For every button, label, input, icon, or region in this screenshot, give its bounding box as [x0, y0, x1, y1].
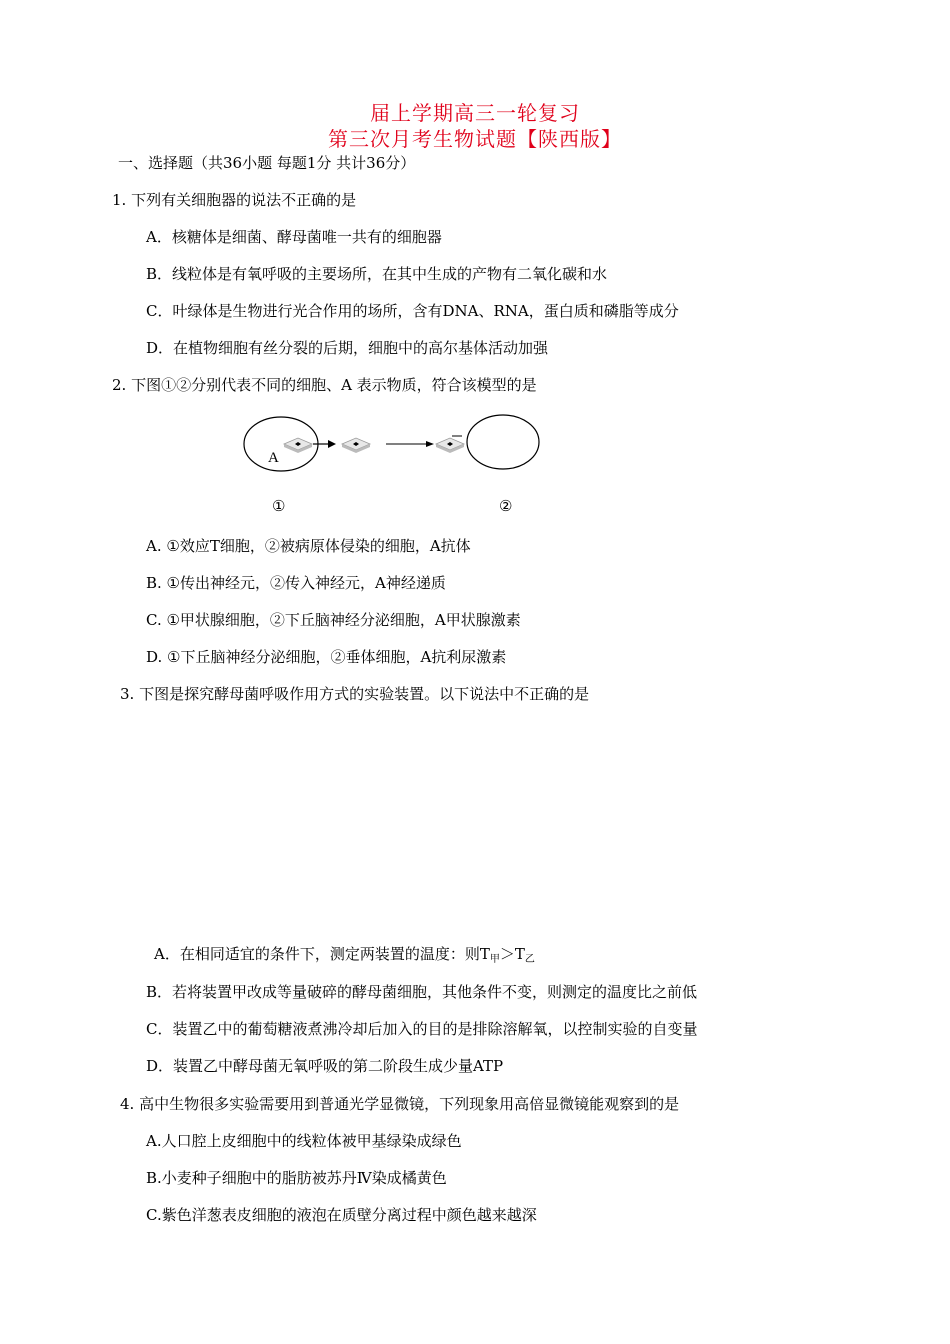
label-cell-2: ②	[499, 497, 513, 515]
arrowhead-1	[328, 440, 336, 448]
question-3-stem: 3. 下图是探究酵母菌呼吸作用方式的实验装置。以下说法中不正确的是	[120, 685, 590, 703]
signal-molecule-3	[436, 436, 464, 453]
label-cell-1: ①	[272, 497, 286, 515]
cell-2-ellipse	[467, 415, 539, 469]
question-1-option-b: B．线粒体是有氧呼吸的主要场所，在其中生成的产物有二氧化碳和水	[146, 265, 608, 283]
signal-molecule-2	[342, 438, 370, 453]
section-heading: 一、选择题（共36小题 每题1分 共计36分）	[118, 154, 416, 172]
question-3-option-b: B．若将装置甲改成等量破碎的酵母菌细胞，其他条件不变，则测定的温度比之前低	[146, 983, 698, 1001]
question-4-stem: 4. 高中生物很多实验需要用到普通光学显微镜，下列现象用高倍显微镜能观察到的是	[120, 1095, 680, 1113]
question-1-option-d: D．在植物细胞有丝分裂的后期，细胞中的高尔基体活动加强	[146, 339, 549, 357]
title-line-1: 届上学期高三一轮复习	[370, 101, 580, 125]
title-line-2: 第三次月考生物试题【陕西版】	[328, 127, 622, 151]
question-3-option-d: D．装置乙中酵母菌无氧呼吸的第二阶段生成少量ATP	[146, 1057, 504, 1075]
question-2-option-a: A. ①效应T细胞，②被病原体侵染的细胞，A抗体	[146, 537, 471, 555]
signal-molecule-1	[284, 438, 312, 453]
label-a: A	[268, 450, 279, 466]
question-4-option-c: C.紫色洋葱表皮细胞的液泡在质壁分离过程中颜色越来越深	[146, 1206, 537, 1224]
question-1-option-c: C．叶绿体是生物进行光合作用的场所，含有DNA、RNA，蛋白质和磷脂等成分	[146, 302, 679, 320]
question-4-option-a: A.人口腔上皮细胞中的线粒体被甲基绿染成绿色	[146, 1132, 462, 1150]
question-4-option-b: B.小麦种子细胞中的脂肪被苏丹Ⅳ染成橘黄色	[146, 1169, 447, 1187]
question-1-option-a: A．核糖体是细菌、酵母菌唯一共有的细胞器	[146, 228, 442, 246]
question-2-option-c: C. ①甲状腺细胞，②下丘脑神经分泌细胞，A甲状腺激素	[146, 611, 521, 629]
question-1-stem: 1. 下列有关细胞器的说法不正确的是	[112, 191, 357, 209]
question-2-option-d: D. ①下丘脑神经分泌细胞，②垂体细胞，A抗利尿激素	[146, 648, 507, 666]
question-2-stem: 2. 下图①②分别代表不同的细胞、A 表示物质，符合该模型的是	[112, 376, 537, 394]
question-2-option-b: B. ①传出神经元，②传入神经元，A神经递质	[146, 574, 446, 592]
question-3-option-a: A．在相同适宜的条件下，测定两装置的温度：则$T_甲>T_乙$	[154, 945, 535, 965]
arrowhead-2	[426, 441, 434, 447]
question-3-option-c: C．装置乙中的葡萄糖液煮沸冷却后加入的目的是排除溶解氧，以控制实验的自变量	[146, 1020, 698, 1038]
cell-signaling-diagram	[236, 414, 546, 524]
